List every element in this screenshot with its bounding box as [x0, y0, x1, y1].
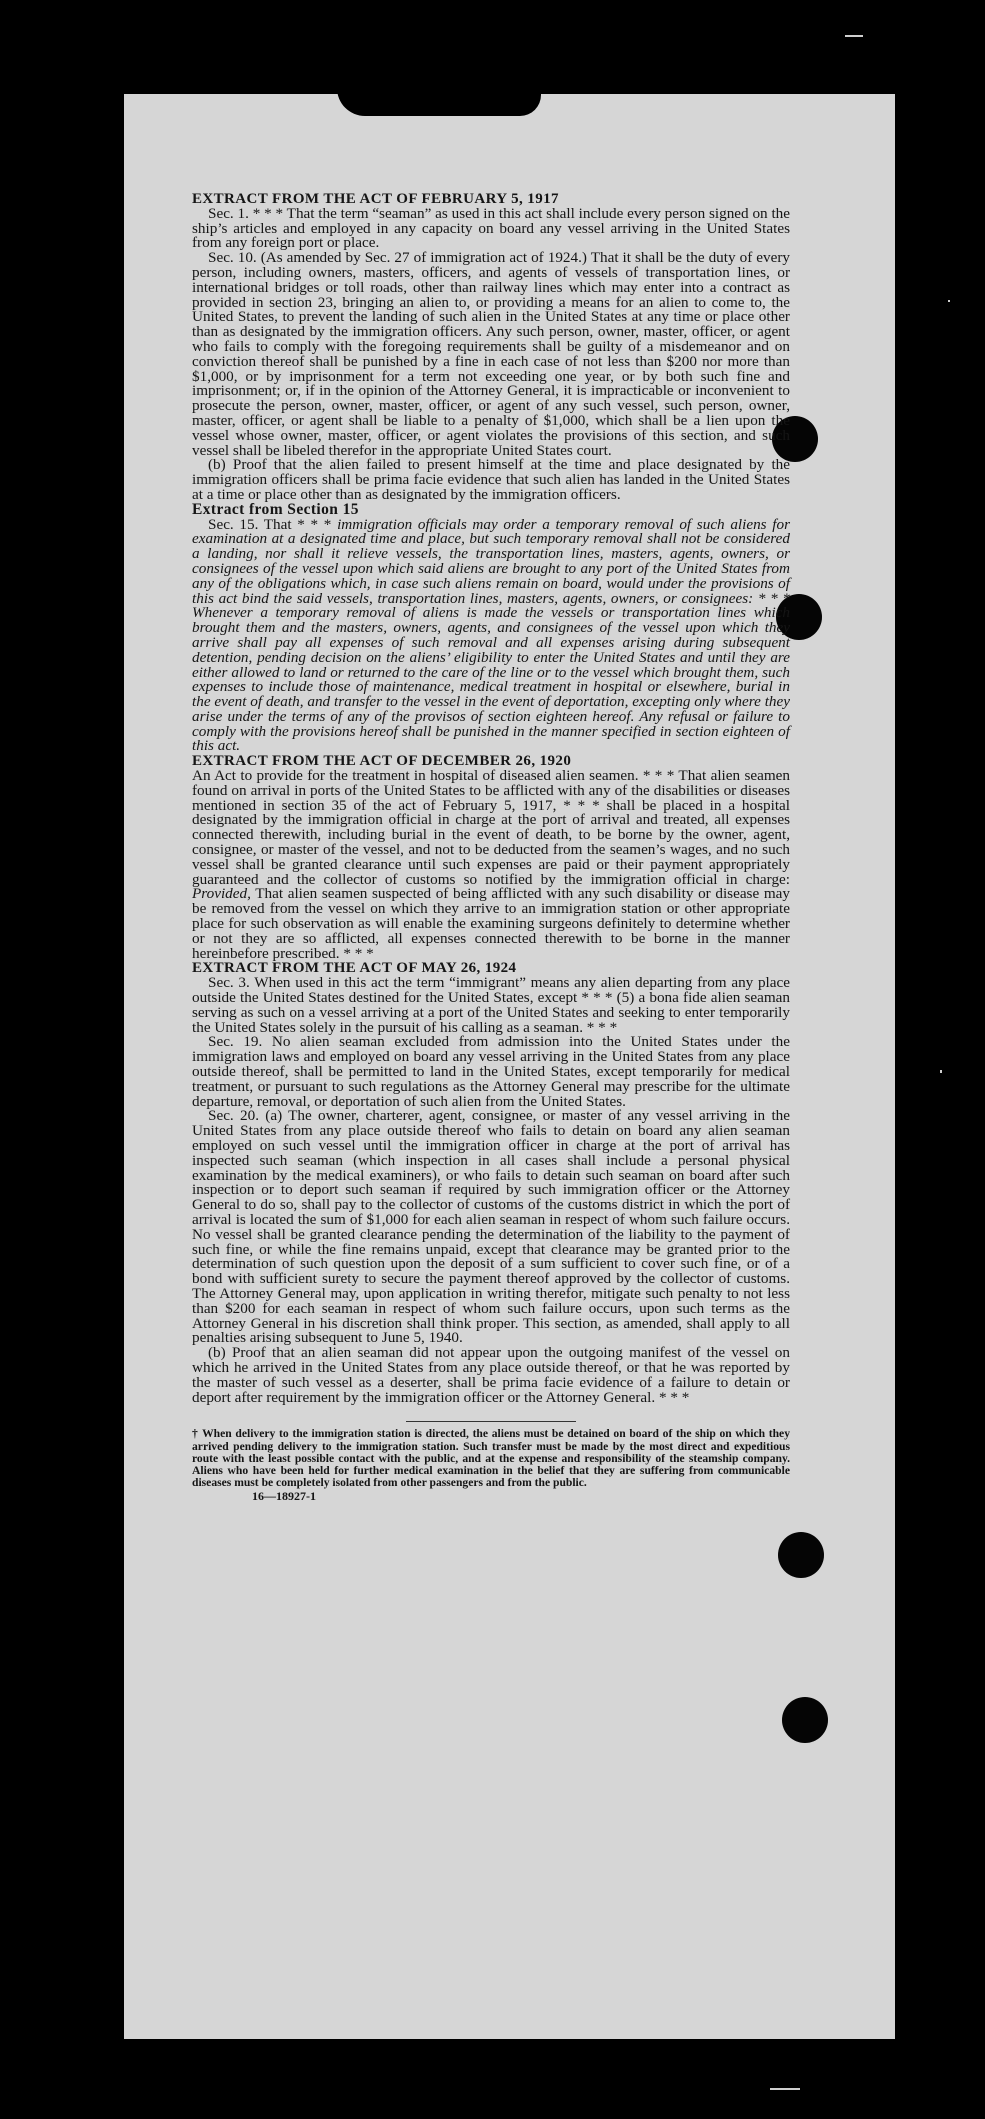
- section-heading: EXTRACT FROM THE ACT OF FEBRUARY 5, 1917: [192, 191, 559, 207]
- proviso-word: Provided,: [192, 885, 251, 903]
- form-number: 16—18927-1: [252, 1489, 316, 1504]
- footnote-divider: [406, 1421, 576, 1422]
- torn-notch: [337, 88, 541, 116]
- section-heading: EXTRACT FROM THE ACT OF DECEMBER 26, 1920: [192, 753, 572, 770]
- paragraph-text: An Act to provide for the treatment in hospital of diseased alien seamen. * * * That alien seamen found on arrival in ports of the United States to be afflicted with any of the disabilities or diseases mentioned in section 35 of the act of February 5, 1917, * * * shall be placed in a hospital designated by the immigration official in charge at the port of arrival and treated, all expenses connected therewith, including burial in the event of death, to be borne by the owner, agent, consignee, or master of the vessel, and not to be deducted from the seamen’s wages, and no such vessel shall be granted clearance until such expenses are paid or their payment appropriately guaranteed and the collector of customs so notified by the immigration official in charge:: [192, 767, 790, 888]
- document-text: [192, 192, 790, 1504]
- paragraph: Sec. 3. When used in this act the term “immigrant” means any alien departing from any place outside the United States destined for the United States, except * * * (5) a bona fide alien seaman serving as such on a vessel arriving at a port of the United States and seeking to enter temporarily the United States solely in the pursuit of his calling as a seaman. * * *: [192, 974, 790, 1036]
- punch-hole: [782, 1697, 828, 1743]
- section-heading: Extract from Section 15: [192, 500, 359, 518]
- paragraph: [192, 515, 790, 755]
- paragraph: Sec. 20. (a) The owner, charterer, agent, consignee, or master of any vessel arriving in the United States from any place outside thereof who fails to detain on board any alien seaman employed on such vessel until the immigration officer in charge at the port of arrival has inspected such seaman (which inspection in all cases shall include a personal physical examination by the medical examiners), or who fails to detain such seaman on board after such inspection or to deport such seaman if required by such immigration officer or the Attorney General to do so, shall pay to the collector of customs of the customs district in which the port of arrival is located the sum of $1,000 for each alien seaman in respect of whom such failure occurs. No vessel shall be granted clearance pending the determination of the liability to the payment of such fine, or while the fine remains unpaid, except that clearance may be granted prior to the determination of such question upon the deposit of a sum sufficient to cover such fine, or of a bond with sufficient surety to secure the payment thereof approved by the collector of customs. The Attorney General may, upon application in writing therefor, mitigate such penalty to not less than $200 for each seaman in respect of whom such failure occurs, upon such terms as the Attorney General in his discretion shall think proper. This section, as amended, shall apply to all penalties arising subsequent to June 5, 1940.: [192, 1107, 790, 1347]
- paragraph-italic: immigration officials may order a temporary removal of such aliens for examination at a designated time and place, but such temporary removal shall not be considered a landing, nor shall it relieve vessels, the transportation lines, masters, agents, owners, or consignees of the vessel upon which said aliens are brought to any port of the United States from any of the obligations which, in case such aliens remain on board, would under the provisions of this act bind the said vessels, transportation lines, masters, agents, owners, or consignees: * * * Whenever a temporary removal of aliens is made the vessels or transportation lines which brought them and the masters, owners, agents, and consignees of the vessel upon which they arrive shall pay all expenses of such removal and all expenses arising during subsequent detention, pending decision on the aliens’ eligibility to enter the United States and until they are either allowed to land or returned to the care of the line or to the vessel which brought them, such expenses to include those of maintenance, medical treatment in hospital or elsewhere, burial in the event of death, and transfer to the vessel in the event of deportation, excepting only where they arise under the terms of any of the provisos of section eighteen hereof. Any refusal or failure to comply with the provisions hereof shall be punished in the manner specified in section eighteen of this act.: [192, 515, 790, 755]
- punch-hole: [778, 1532, 824, 1578]
- paragraph: Sec. 19. No alien seaman excluded from admission into the United States under the immigration laws and employed on board any vessel arriving in the United States from any place outside thereof, shall be permitted to land in the United States, except temporarily for medical treatment, or pursuant to such regulations as the Attorney General may prescribe for the ultimate departure, removal, or deportation of such alien from the United States.: [192, 1033, 790, 1110]
- paragraph: (b) Proof that the alien failed to present himself at the time and place designated by the immigration officers shall be prima facie evidence that such alien has landed in the United States at a time or place other than as designated by the immigration officers.: [192, 456, 790, 503]
- paragraph: (b) Proof that an alien seaman did not appear upon the outgoing manifest of the vessel on which he arrived in the United States from any place outside thereof, or that he was reported by the master of such vessel as a deserter, shall be prima facie evidence of a failure to detain or deport after requirement by the immigration officer or the Attorney General. * * *: [192, 1344, 790, 1406]
- paragraph-text: That alien seamen suspected of being afflicted with any such disability or disease may be removed from the vessel on which they arrive to an immigration station or other appropriate place for such observation as will enable the examining surgeons definitely to determine whether or not they are so afflicted, all expenses connected therewith to be borne in the manner hereinbefore prescribed. * * *: [192, 885, 790, 962]
- paragraph: [192, 769, 790, 961]
- footnote: † When delivery to the immigration station is directed, the aliens must be detained on board of the ship on which they arrived pending delivery to the immigration station. Such transfer must be made by the most direct and expeditious route with the least possible contact with the public, and at the expense and responsibility of the steamship company. Aliens who have been held for further medical examination in the belief that they are suffering from communicable diseases must be completely isolated from other passengers and from the public.: [192, 1427, 790, 1490]
- paragraph-lead: Sec. 15. That * * *: [208, 515, 332, 533]
- section-heading: EXTRACT FROM THE ACT OF MAY 26, 1924: [192, 960, 517, 977]
- paragraph: Sec. 1. * * * That the term “seaman” as used in this act shall include every person signed on the ship’s articles and employed in any capacity on board any vessel arriving in the United States from any foreign port or place.: [192, 204, 790, 252]
- paragraph: Sec. 10. (As amended by Sec. 27 of immigration act of 1924.) That it shall be the duty of every person, including owners, masters, officers, and agents of vessels of transportation lines, or international bridges or toll roads, other than railway lines which may enter into a contract as provided in section 23, bringing an alien to, or providing a means for an alien to come to, the United States, to prevent the landing of such alien in the United States at any time or place other than as designated by the immigration officers. Any such person, owner, master, officer, or agent who fails to comply with the foregoing requirements shall be guilty of a misdemeanor and on conviction thereof shall be punished by a fine in each case of not less than $200 nor more than $1,000, or by imprisonment for a term not exceeding one year, or by both such fine and imprisonment; or, if in the opinion of the Attorney General, it is impracticable or inconvenient to prosecute the person, owner, master, officer, or agent of any such vessel, such person, owner, master, officer, or agent shall be liable to a penalty of $1,000, which shall be a lien upon the vessel whose owner, master, officer, or agent violates the provisions of this section, and such vessel shall be libeled therefor in the appropriate United States court.: [192, 249, 790, 459]
